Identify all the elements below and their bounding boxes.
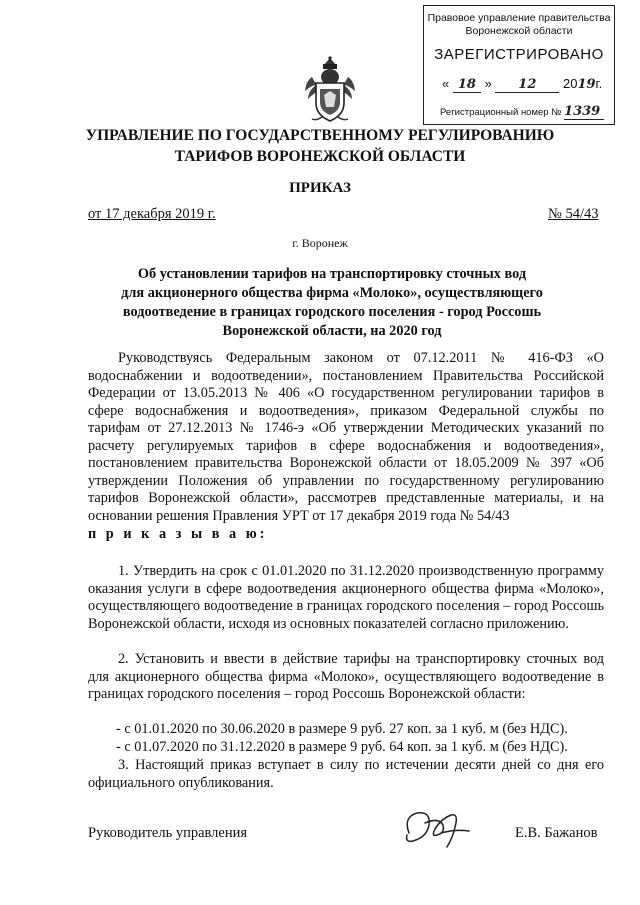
item-2-paragraph: 2. Установить и ввести в действие тарифы на транспортировку сточных вод для акционерного общества фирма «Молоко», осуществляющего водоотведение в границах городского поселения – город Россошь Воронежской области:	[88, 651, 604, 702]
handwritten-signature	[395, 803, 485, 853]
stamp-reg-value: 1339	[564, 104, 604, 120]
org-line-2: ТАРИФОВ ВОРОНЕЖСКОЙ ОБЛАСТИ	[174, 148, 466, 165]
signatory-role: Руководитель управления	[88, 825, 248, 841]
item-3-paragraph: 3. Настоящий приказ вступает в силу по истечении десяти дней со дня его официального опубликования.	[88, 757, 604, 791]
organization-name	[0, 125, 640, 167]
stamp-date-year-prefix: 20	[562, 76, 578, 91]
order-number: № 54/43	[548, 206, 599, 222]
org-line-1: УПРАВЛЕНИЕ ПО ГОСУДАРСТВЕННОМУ РЕГУЛИРОВАНИЮ	[85, 127, 555, 144]
order-city: г. Воронеж	[292, 236, 348, 250]
stamp-authority: Правовое управление правительства Воронежской области	[427, 12, 611, 37]
tariff-line-2: - с 01.07.2020 по 31.12.2020 в размере 9 руб. 64 коп. за 1 куб. м (без НДС).	[116, 739, 568, 755]
stamp-reg-number	[440, 104, 604, 120]
stamp-registered: ЗАРЕГИСТРИРОВАНО	[434, 46, 604, 63]
coat-of-arms-emblem	[302, 55, 358, 125]
signatory-name: Е.В. Бажанов	[515, 825, 598, 841]
stamp-date: « 18 » 12 2019г.	[442, 76, 603, 92]
subject-line-2: для акционерного общества фирма «Молоко», осуществляющего	[121, 285, 543, 301]
registration-stamp	[423, 5, 615, 125]
stamp-date-year-suffix: 19	[577, 77, 596, 92]
preamble-paragraph: Руководствуясь Федеральным законом от 07.12.2011 № 416-ФЗ «О водоснабжении и водоотведении», постановлением Правительства Российской Федерации от 13.05.2013 № 406 «О государственном регулировании тарифов в сфере водоснабжения и водоотведения», приказом Федеральной службы по тарифам от 27.12.2013 № 1746-э «Об утверждении Методических указаний по расчету регулируемых тарифов в сфере водоснабжения и водоотведения», постановлением правительства Воронежской области от 18.05.2009 № 397 «Об утверждении Положения об управлении по государственному регулированию тарифов Воронежской области», рассмотрев представленные материалы, и на основании решения Правления УРТ от 17 декабря 2019 года № 54/43	[88, 350, 604, 524]
subject-line-3: водоотведение в границах городского поселения - город Россошь	[122, 304, 542, 320]
decree-word: п р и к а з ы в а ю:	[88, 526, 268, 542]
document-type: ПРИКАЗ	[289, 180, 351, 196]
subject-line-1: Об установлении тарифов на транспортировку сточных вод	[137, 266, 527, 282]
stamp-reg-label: Регистрационный номер №	[440, 107, 562, 118]
stamp-date-month: 12	[495, 77, 559, 93]
subject-line-4: Воронежской области, на 2020 год	[222, 323, 442, 339]
order-date: от 17 декабря 2019 г.	[88, 206, 216, 222]
tariff-line-1: - с 01.01.2020 по 30.06.2020 в размере 9 руб. 27 коп. за 1 куб. м (без НДС).	[116, 721, 568, 737]
stamp-date-day: 18	[453, 77, 481, 93]
item-1-paragraph: 1. Утвердить на срок с 01.01.2020 по 31.12.2020 производственную программу оказания услуги в сфере водоотведения акционерного общества фирма «Молоко», осуществляющего водоотведение в границах городского поселения – город Россошь Воронежской области, исходя из основных показателей согласно приложению.	[88, 563, 604, 632]
order-subject	[112, 265, 552, 341]
